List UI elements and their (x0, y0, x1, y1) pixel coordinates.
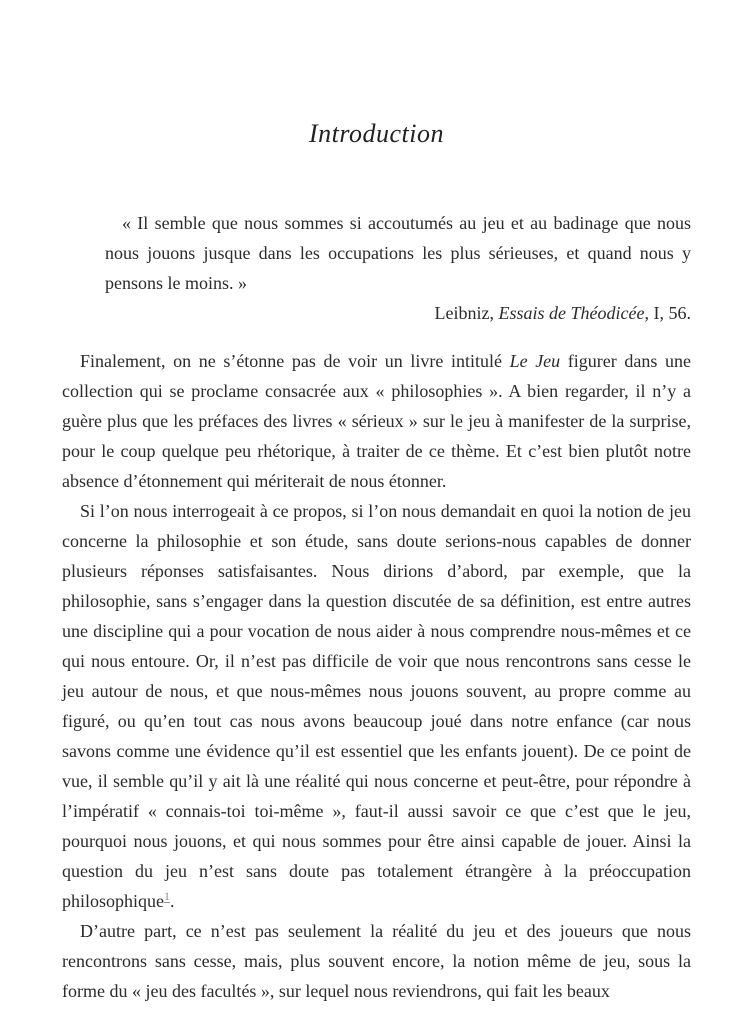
epigraph-quote: « Il semble que nous sommes si accoutumés au jeu et au badinage que nous nous jouons jusque dans les occupations les plus sérieuses, et quand nous y pensons le moins. » (105, 213, 691, 293)
paragraph-2 (62, 496, 691, 916)
paragraph-2-end: . (170, 891, 175, 911)
footnote-ref-link[interactable]: 1 (164, 889, 170, 903)
epigraph-author: Leibniz, (434, 303, 499, 323)
cited-book-title: Le Jeu (509, 351, 561, 371)
paragraph-2-text: Si l’on nous interrogeait à ce propos, si l’on nous demandait en quoi la notion de jeu concerne la philosophie et son étude, sans doute serions-nous capables de donner plusieurs réponses satisfaisantes. Nous dirions d’abord, par exemple, que la philosophie, sans s’engager dans la question discutée de sa définition, est entre autres une discipline qui a pour vocation de nous aider à nous comprendre nous-mêmes et ce qui nous entoure. Or, il n’est pas difficile de voir que nous rencontrons sans cesse le jeu autour de nous, et que nous-mêmes nous jouons souvent, au propre comme au figuré, ou qu’en tout cas nous avons beaucoup joué dans notre enfance (car nous savons comme une évidence qu’il est essentiel que les enfants jouent). De ce point de vue, il semble qu’il y ait là une réalité qui nous concerne et peut-être, pour répondre à l’impératif « connais-toi toi-même », faut-il aussi savoir ce que c’est que le jeu, pourquoi nous jouons, et qui nous sommes pour être ainsi capable de jouer. Ainsi la question du jeu n’est sans doute pas totalement étrangère à la préoccupation philosophique (62, 501, 691, 911)
epigraph-reference: , I, 56. (644, 303, 691, 323)
paragraph-3-text: D’autre part, ce n’est pas seulement la réalité du jeu et des joueurs que nous rencontrons sans cesse, mais, plus souvent encore, la notion même de jeu, sous la forme du « jeu des facultés », sur lequel nous reviendrons, qui fait les beaux (62, 921, 691, 1001)
chapter-title: Introduction (308, 119, 445, 148)
epigraph-attribution (105, 298, 691, 328)
paragraph-3 (62, 916, 691, 1006)
paragraph-1-text: Finalement, on ne s’étonne pas de voir un livre intitulé (80, 351, 510, 371)
epigraph-work-title: Essais de Théodicée (498, 303, 645, 323)
paragraph-1-text-continued: figurer dans une collection qui se proclame consacrée aux « philosophies ». A bien regarder, il n’y a guère plus que les préfaces des livres « sérieux » sur le jeu à manifester de la surprise, pour le coup quelque peu rhétorique, à traiter de ce thème. Et c’est bien plutôt notre absence d’étonnement qui mériterait de nous étonner. (62, 351, 691, 491)
epigraph (105, 208, 691, 328)
paragraph-1 (62, 346, 691, 496)
body-text (62, 346, 691, 1006)
